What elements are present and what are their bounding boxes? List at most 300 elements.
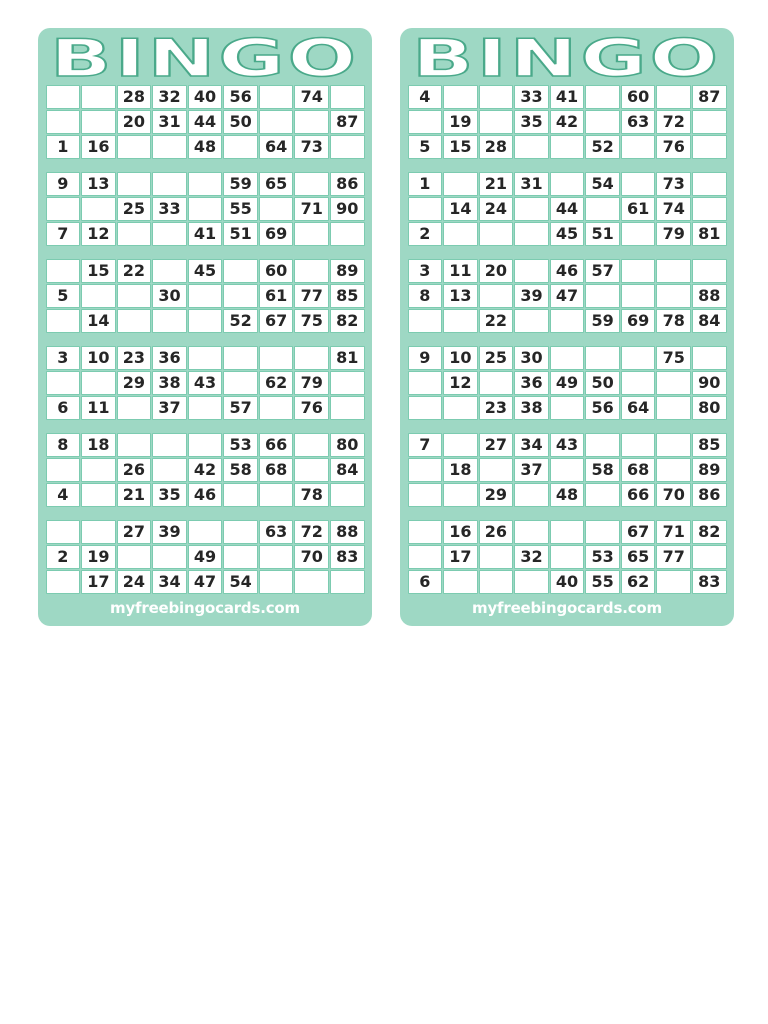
bingo-cell-empty[interactable]	[692, 135, 727, 159]
bingo-cell-number[interactable]: 63	[621, 110, 656, 134]
bingo-cell-number[interactable]: 2	[46, 545, 81, 569]
bingo-cell-number[interactable]: 66	[259, 433, 294, 457]
bingo-cell-number[interactable]: 40	[188, 85, 223, 109]
bingo-cell-number[interactable]: 30	[152, 284, 187, 308]
bingo-cell-empty[interactable]	[294, 259, 329, 283]
bingo-cell-empty[interactable]	[46, 520, 81, 544]
bingo-cell-empty[interactable]	[46, 197, 81, 221]
bingo-cell-empty[interactable]	[514, 483, 549, 507]
bingo-cell-empty[interactable]	[408, 483, 443, 507]
bingo-cell-empty[interactable]	[479, 110, 514, 134]
bingo-cell-number[interactable]: 1	[46, 135, 81, 159]
bingo-cell-number[interactable]: 53	[223, 433, 258, 457]
bingo-cell-empty[interactable]	[656, 284, 691, 308]
bingo-cell-empty[interactable]	[550, 309, 585, 333]
bingo-cell-empty[interactable]	[81, 458, 116, 482]
bingo-cell-empty[interactable]	[621, 259, 656, 283]
bingo-cell-empty[interactable]	[330, 396, 365, 420]
bingo-cell-number[interactable]: 84	[330, 458, 365, 482]
bingo-cell-empty[interactable]	[585, 520, 620, 544]
bingo-cell-number[interactable]: 67	[259, 309, 294, 333]
bingo-cell-empty[interactable]	[656, 85, 691, 109]
bingo-cell-number[interactable]: 76	[294, 396, 329, 420]
bingo-cell-empty[interactable]	[294, 222, 329, 246]
bingo-cell-number[interactable]: 31	[152, 110, 187, 134]
bingo-cell-number[interactable]: 77	[656, 545, 691, 569]
bingo-cell-number[interactable]: 13	[81, 172, 116, 196]
bingo-cell-number[interactable]: 74	[294, 85, 329, 109]
bingo-cell-empty[interactable]	[692, 346, 727, 370]
bingo-cell-number[interactable]: 85	[330, 284, 365, 308]
bingo-cell-empty[interactable]	[656, 458, 691, 482]
bingo-cell-empty[interactable]	[259, 110, 294, 134]
bingo-cell-empty[interactable]	[152, 222, 187, 246]
bingo-cell-number[interactable]: 26	[479, 520, 514, 544]
bingo-cell-number[interactable]: 29	[479, 483, 514, 507]
bingo-cell-number[interactable]: 15	[81, 259, 116, 283]
bingo-cell-empty[interactable]	[330, 570, 365, 594]
bingo-cell-number[interactable]: 20	[479, 259, 514, 283]
bingo-cell-empty[interactable]	[656, 570, 691, 594]
bingo-cell-number[interactable]: 61	[621, 197, 656, 221]
bingo-cell-empty[interactable]	[188, 346, 223, 370]
bingo-cell-number[interactable]: 7	[408, 433, 443, 457]
bingo-cell-empty[interactable]	[46, 309, 81, 333]
bingo-cell-number[interactable]: 21	[479, 172, 514, 196]
bingo-cell-number[interactable]: 13	[443, 284, 478, 308]
bingo-cell-empty[interactable]	[259, 85, 294, 109]
bingo-cell-empty[interactable]	[443, 309, 478, 333]
bingo-cell-empty[interactable]	[514, 135, 549, 159]
bingo-cell-empty[interactable]	[81, 483, 116, 507]
bingo-cell-number[interactable]: 39	[514, 284, 549, 308]
bingo-cell-empty[interactable]	[152, 458, 187, 482]
bingo-cell-number[interactable]: 38	[514, 396, 549, 420]
bingo-cell-number[interactable]: 87	[330, 110, 365, 134]
bingo-cell-number[interactable]: 19	[443, 110, 478, 134]
bingo-cell-number[interactable]: 24	[117, 570, 152, 594]
bingo-cell-number[interactable]: 88	[330, 520, 365, 544]
bingo-cell-empty[interactable]	[223, 135, 258, 159]
bingo-cell-number[interactable]: 83	[330, 545, 365, 569]
bingo-cell-number[interactable]: 3	[46, 346, 81, 370]
bingo-cell-number[interactable]: 48	[188, 135, 223, 159]
bingo-cell-empty[interactable]	[259, 570, 294, 594]
bingo-cell-empty[interactable]	[408, 520, 443, 544]
bingo-cell-number[interactable]: 32	[152, 85, 187, 109]
bingo-cell-number[interactable]: 5	[408, 135, 443, 159]
bingo-cell-empty[interactable]	[514, 259, 549, 283]
bingo-cell-number[interactable]: 34	[514, 433, 549, 457]
bingo-cell-empty[interactable]	[81, 110, 116, 134]
bingo-cell-empty[interactable]	[188, 396, 223, 420]
bingo-cell-empty[interactable]	[585, 483, 620, 507]
bingo-cell-empty[interactable]	[152, 545, 187, 569]
bingo-cell-empty[interactable]	[550, 135, 585, 159]
bingo-cell-number[interactable]: 23	[479, 396, 514, 420]
bingo-cell-number[interactable]: 52	[585, 135, 620, 159]
bingo-cell-number[interactable]: 59	[223, 172, 258, 196]
bingo-cell-empty[interactable]	[259, 197, 294, 221]
bingo-cell-empty[interactable]	[117, 433, 152, 457]
bingo-cell-number[interactable]: 8	[408, 284, 443, 308]
bingo-cell-empty[interactable]	[408, 458, 443, 482]
bingo-cell-empty[interactable]	[117, 135, 152, 159]
bingo-cell-empty[interactable]	[408, 545, 443, 569]
bingo-cell-number[interactable]: 20	[117, 110, 152, 134]
bingo-cell-number[interactable]: 64	[259, 135, 294, 159]
bingo-cell-empty[interactable]	[152, 309, 187, 333]
bingo-cell-number[interactable]: 66	[621, 483, 656, 507]
bingo-cell-empty[interactable]	[479, 222, 514, 246]
bingo-cell-number[interactable]: 65	[259, 172, 294, 196]
bingo-cell-empty[interactable]	[259, 346, 294, 370]
bingo-cell-empty[interactable]	[223, 284, 258, 308]
bingo-cell-empty[interactable]	[294, 346, 329, 370]
bingo-cell-number[interactable]: 9	[46, 172, 81, 196]
bingo-cell-empty[interactable]	[152, 259, 187, 283]
bingo-cell-number[interactable]: 80	[330, 433, 365, 457]
bingo-cell-number[interactable]: 55	[585, 570, 620, 594]
bingo-cell-empty[interactable]	[294, 458, 329, 482]
bingo-cell-empty[interactable]	[443, 396, 478, 420]
bingo-cell-number[interactable]: 47	[550, 284, 585, 308]
bingo-cell-empty[interactable]	[294, 110, 329, 134]
bingo-cell-number[interactable]: 85	[692, 433, 727, 457]
bingo-cell-number[interactable]: 33	[514, 85, 549, 109]
bingo-cell-empty[interactable]	[514, 570, 549, 594]
bingo-cell-number[interactable]: 82	[330, 309, 365, 333]
bingo-cell-empty[interactable]	[152, 135, 187, 159]
bingo-cell-number[interactable]: 37	[152, 396, 187, 420]
bingo-cell-empty[interactable]	[443, 85, 478, 109]
bingo-cell-number[interactable]: 3	[408, 259, 443, 283]
bingo-cell-number[interactable]: 60	[621, 85, 656, 109]
bingo-cell-number[interactable]: 69	[621, 309, 656, 333]
bingo-cell-number[interactable]: 42	[188, 458, 223, 482]
bingo-cell-number[interactable]: 18	[81, 433, 116, 457]
bingo-cell-number[interactable]: 90	[330, 197, 365, 221]
bingo-cell-empty[interactable]	[330, 135, 365, 159]
bingo-cell-number[interactable]: 23	[117, 346, 152, 370]
bingo-cell-number[interactable]: 53	[585, 545, 620, 569]
bingo-cell-number[interactable]: 29	[117, 371, 152, 395]
bingo-cell-number[interactable]: 18	[443, 458, 478, 482]
bingo-cell-empty[interactable]	[117, 309, 152, 333]
bingo-cell-number[interactable]: 59	[585, 309, 620, 333]
bingo-cell-empty[interactable]	[46, 85, 81, 109]
bingo-cell-number[interactable]: 4	[408, 85, 443, 109]
bingo-cell-empty[interactable]	[585, 284, 620, 308]
bingo-cell-empty[interactable]	[46, 259, 81, 283]
bingo-cell-empty[interactable]	[479, 570, 514, 594]
bingo-cell-empty[interactable]	[479, 545, 514, 569]
bingo-cell-number[interactable]: 36	[152, 346, 187, 370]
bingo-cell-number[interactable]: 22	[479, 309, 514, 333]
bingo-cell-number[interactable]: 62	[621, 570, 656, 594]
bingo-cell-empty[interactable]	[656, 433, 691, 457]
bingo-cell-empty[interactable]	[656, 259, 691, 283]
bingo-cell-number[interactable]: 34	[152, 570, 187, 594]
bingo-cell-number[interactable]: 28	[117, 85, 152, 109]
bingo-cell-empty[interactable]	[692, 172, 727, 196]
bingo-cell-number[interactable]: 43	[550, 433, 585, 457]
bingo-cell-number[interactable]: 64	[621, 396, 656, 420]
bingo-cell-number[interactable]: 47	[188, 570, 223, 594]
bingo-cell-empty[interactable]	[294, 433, 329, 457]
bingo-cell-number[interactable]: 67	[621, 520, 656, 544]
bingo-cell-empty[interactable]	[223, 371, 258, 395]
bingo-cell-empty[interactable]	[514, 309, 549, 333]
bingo-cell-number[interactable]: 80	[692, 396, 727, 420]
bingo-cell-number[interactable]: 56	[223, 85, 258, 109]
bingo-cell-number[interactable]: 75	[294, 309, 329, 333]
bingo-cell-number[interactable]: 79	[656, 222, 691, 246]
bingo-cell-number[interactable]: 79	[294, 371, 329, 395]
bingo-cell-number[interactable]: 27	[117, 520, 152, 544]
bingo-cell-number[interactable]: 68	[259, 458, 294, 482]
bingo-cell-number[interactable]: 69	[259, 222, 294, 246]
bingo-cell-empty[interactable]	[408, 396, 443, 420]
bingo-cell-empty[interactable]	[188, 309, 223, 333]
bingo-cell-empty[interactable]	[152, 172, 187, 196]
bingo-cell-number[interactable]: 35	[152, 483, 187, 507]
bingo-cell-empty[interactable]	[479, 284, 514, 308]
bingo-cell-empty[interactable]	[479, 371, 514, 395]
bingo-cell-empty[interactable]	[223, 545, 258, 569]
bingo-cell-number[interactable]: 73	[294, 135, 329, 159]
bingo-cell-empty[interactable]	[81, 371, 116, 395]
bingo-cell-number[interactable]: 73	[656, 172, 691, 196]
bingo-cell-number[interactable]: 68	[621, 458, 656, 482]
bingo-cell-empty[interactable]	[585, 197, 620, 221]
bingo-cell-number[interactable]: 57	[223, 396, 258, 420]
bingo-cell-empty[interactable]	[81, 85, 116, 109]
bingo-cell-number[interactable]: 81	[330, 346, 365, 370]
bingo-cell-number[interactable]: 27	[479, 433, 514, 457]
bingo-cell-empty[interactable]	[294, 570, 329, 594]
bingo-cell-empty[interactable]	[550, 520, 585, 544]
bingo-cell-number[interactable]: 51	[223, 222, 258, 246]
bingo-cell-number[interactable]: 82	[692, 520, 727, 544]
bingo-cell-empty[interactable]	[294, 172, 329, 196]
bingo-cell-empty[interactable]	[46, 458, 81, 482]
bingo-cell-number[interactable]: 9	[408, 346, 443, 370]
bingo-cell-number[interactable]: 57	[585, 259, 620, 283]
bingo-cell-empty[interactable]	[550, 172, 585, 196]
bingo-cell-number[interactable]: 6	[46, 396, 81, 420]
bingo-cell-number[interactable]: 75	[656, 346, 691, 370]
bingo-cell-number[interactable]: 14	[443, 197, 478, 221]
bingo-cell-number[interactable]: 84	[692, 309, 727, 333]
bingo-cell-empty[interactable]	[330, 483, 365, 507]
bingo-cell-empty[interactable]	[117, 545, 152, 569]
bingo-cell-number[interactable]: 83	[692, 570, 727, 594]
bingo-cell-number[interactable]: 12	[81, 222, 116, 246]
bingo-cell-number[interactable]: 43	[188, 371, 223, 395]
bingo-cell-empty[interactable]	[550, 396, 585, 420]
bingo-cell-empty[interactable]	[479, 85, 514, 109]
bingo-cell-number[interactable]: 1	[408, 172, 443, 196]
bingo-cell-empty[interactable]	[223, 259, 258, 283]
bingo-cell-number[interactable]: 72	[656, 110, 691, 134]
bingo-cell-empty[interactable]	[514, 197, 549, 221]
bingo-cell-empty[interactable]	[692, 545, 727, 569]
bingo-cell-number[interactable]: 56	[585, 396, 620, 420]
bingo-cell-number[interactable]: 44	[188, 110, 223, 134]
bingo-cell-number[interactable]: 70	[294, 545, 329, 569]
bingo-cell-number[interactable]: 12	[443, 371, 478, 395]
bingo-cell-number[interactable]: 19	[81, 545, 116, 569]
bingo-cell-number[interactable]: 26	[117, 458, 152, 482]
bingo-cell-empty[interactable]	[443, 570, 478, 594]
bingo-cell-empty[interactable]	[514, 222, 549, 246]
bingo-cell-number[interactable]: 31	[514, 172, 549, 196]
bingo-cell-number[interactable]: 55	[223, 197, 258, 221]
bingo-cell-empty[interactable]	[188, 433, 223, 457]
bingo-cell-number[interactable]: 7	[46, 222, 81, 246]
bingo-cell-number[interactable]: 5	[46, 284, 81, 308]
bingo-cell-number[interactable]: 11	[443, 259, 478, 283]
bingo-cell-empty[interactable]	[443, 433, 478, 457]
bingo-cell-empty[interactable]	[330, 222, 365, 246]
bingo-cell-empty[interactable]	[692, 197, 727, 221]
bingo-cell-number[interactable]: 38	[152, 371, 187, 395]
bingo-cell-empty[interactable]	[550, 458, 585, 482]
bingo-cell-empty[interactable]	[408, 371, 443, 395]
bingo-cell-empty[interactable]	[81, 197, 116, 221]
bingo-cell-number[interactable]: 40	[550, 570, 585, 594]
bingo-cell-number[interactable]: 52	[223, 309, 258, 333]
bingo-cell-empty[interactable]	[621, 371, 656, 395]
bingo-cell-empty[interactable]	[621, 172, 656, 196]
bingo-cell-empty[interactable]	[443, 172, 478, 196]
bingo-cell-empty[interactable]	[621, 433, 656, 457]
bingo-cell-number[interactable]: 49	[188, 545, 223, 569]
bingo-cell-empty[interactable]	[188, 197, 223, 221]
bingo-cell-number[interactable]: 24	[479, 197, 514, 221]
bingo-cell-number[interactable]: 41	[550, 85, 585, 109]
bingo-cell-number[interactable]: 71	[294, 197, 329, 221]
bingo-cell-empty[interactable]	[408, 197, 443, 221]
bingo-cell-empty[interactable]	[479, 458, 514, 482]
bingo-cell-number[interactable]: 35	[514, 110, 549, 134]
bingo-cell-empty[interactable]	[223, 346, 258, 370]
bingo-cell-empty[interactable]	[188, 284, 223, 308]
bingo-cell-number[interactable]: 86	[692, 483, 727, 507]
bingo-cell-empty[interactable]	[46, 110, 81, 134]
bingo-cell-number[interactable]: 16	[81, 135, 116, 159]
bingo-cell-empty[interactable]	[188, 520, 223, 544]
bingo-cell-number[interactable]: 2	[408, 222, 443, 246]
bingo-cell-empty[interactable]	[443, 222, 478, 246]
bingo-cell-number[interactable]: 81	[692, 222, 727, 246]
bingo-cell-number[interactable]: 14	[81, 309, 116, 333]
bingo-cell-empty[interactable]	[330, 85, 365, 109]
bingo-cell-number[interactable]: 86	[330, 172, 365, 196]
bingo-cell-empty[interactable]	[692, 110, 727, 134]
bingo-cell-empty[interactable]	[223, 483, 258, 507]
bingo-cell-number[interactable]: 15	[443, 135, 478, 159]
bingo-cell-number[interactable]: 44	[550, 197, 585, 221]
bingo-cell-number[interactable]: 11	[81, 396, 116, 420]
bingo-cell-number[interactable]: 30	[514, 346, 549, 370]
bingo-cell-empty[interactable]	[621, 284, 656, 308]
bingo-cell-empty[interactable]	[46, 371, 81, 395]
bingo-cell-empty[interactable]	[585, 433, 620, 457]
bingo-cell-number[interactable]: 39	[152, 520, 187, 544]
bingo-cell-number[interactable]: 8	[46, 433, 81, 457]
bingo-cell-empty[interactable]	[117, 222, 152, 246]
bingo-cell-number[interactable]: 51	[585, 222, 620, 246]
bingo-cell-empty[interactable]	[585, 85, 620, 109]
bingo-cell-empty[interactable]	[259, 483, 294, 507]
bingo-cell-number[interactable]: 32	[514, 545, 549, 569]
bingo-cell-number[interactable]: 46	[550, 259, 585, 283]
bingo-cell-empty[interactable]	[585, 346, 620, 370]
bingo-cell-number[interactable]: 37	[514, 458, 549, 482]
bingo-cell-empty[interactable]	[117, 284, 152, 308]
bingo-cell-number[interactable]: 88	[692, 284, 727, 308]
bingo-cell-number[interactable]: 78	[294, 483, 329, 507]
bingo-cell-empty[interactable]	[330, 371, 365, 395]
bingo-cell-number[interactable]: 16	[443, 520, 478, 544]
bingo-cell-number[interactable]: 10	[81, 346, 116, 370]
bingo-cell-number[interactable]: 28	[479, 135, 514, 159]
bingo-cell-number[interactable]: 87	[692, 85, 727, 109]
bingo-cell-empty[interactable]	[46, 570, 81, 594]
bingo-cell-number[interactable]: 25	[117, 197, 152, 221]
bingo-cell-empty[interactable]	[585, 110, 620, 134]
bingo-cell-empty[interactable]	[408, 309, 443, 333]
bingo-cell-number[interactable]: 89	[692, 458, 727, 482]
bingo-cell-number[interactable]: 4	[46, 483, 81, 507]
bingo-cell-empty[interactable]	[408, 110, 443, 134]
bingo-cell-empty[interactable]	[621, 222, 656, 246]
bingo-cell-empty[interactable]	[259, 396, 294, 420]
bingo-cell-number[interactable]: 41	[188, 222, 223, 246]
bingo-cell-empty[interactable]	[514, 520, 549, 544]
bingo-cell-empty[interactable]	[550, 545, 585, 569]
bingo-cell-number[interactable]: 21	[117, 483, 152, 507]
bingo-cell-empty[interactable]	[443, 483, 478, 507]
bingo-cell-empty[interactable]	[259, 545, 294, 569]
bingo-cell-empty[interactable]	[117, 172, 152, 196]
bingo-cell-number[interactable]: 42	[550, 110, 585, 134]
bingo-cell-empty[interactable]	[656, 396, 691, 420]
bingo-cell-number[interactable]: 25	[479, 346, 514, 370]
bingo-cell-empty[interactable]	[692, 259, 727, 283]
bingo-cell-empty[interactable]	[621, 346, 656, 370]
bingo-cell-number[interactable]: 72	[294, 520, 329, 544]
bingo-cell-number[interactable]: 6	[408, 570, 443, 594]
bingo-cell-empty[interactable]	[117, 396, 152, 420]
bingo-cell-number[interactable]: 36	[514, 371, 549, 395]
bingo-cell-number[interactable]: 17	[443, 545, 478, 569]
bingo-cell-empty[interactable]	[152, 433, 187, 457]
bingo-cell-number[interactable]: 71	[656, 520, 691, 544]
bingo-cell-empty[interactable]	[188, 172, 223, 196]
bingo-cell-number[interactable]: 74	[656, 197, 691, 221]
bingo-cell-empty[interactable]	[81, 284, 116, 308]
bingo-cell-number[interactable]: 54	[223, 570, 258, 594]
bingo-cell-number[interactable]: 45	[550, 222, 585, 246]
bingo-cell-number[interactable]: 10	[443, 346, 478, 370]
bingo-cell-empty[interactable]	[81, 520, 116, 544]
bingo-cell-number[interactable]: 49	[550, 371, 585, 395]
bingo-cell-number[interactable]: 33	[152, 197, 187, 221]
bingo-cell-number[interactable]: 17	[81, 570, 116, 594]
